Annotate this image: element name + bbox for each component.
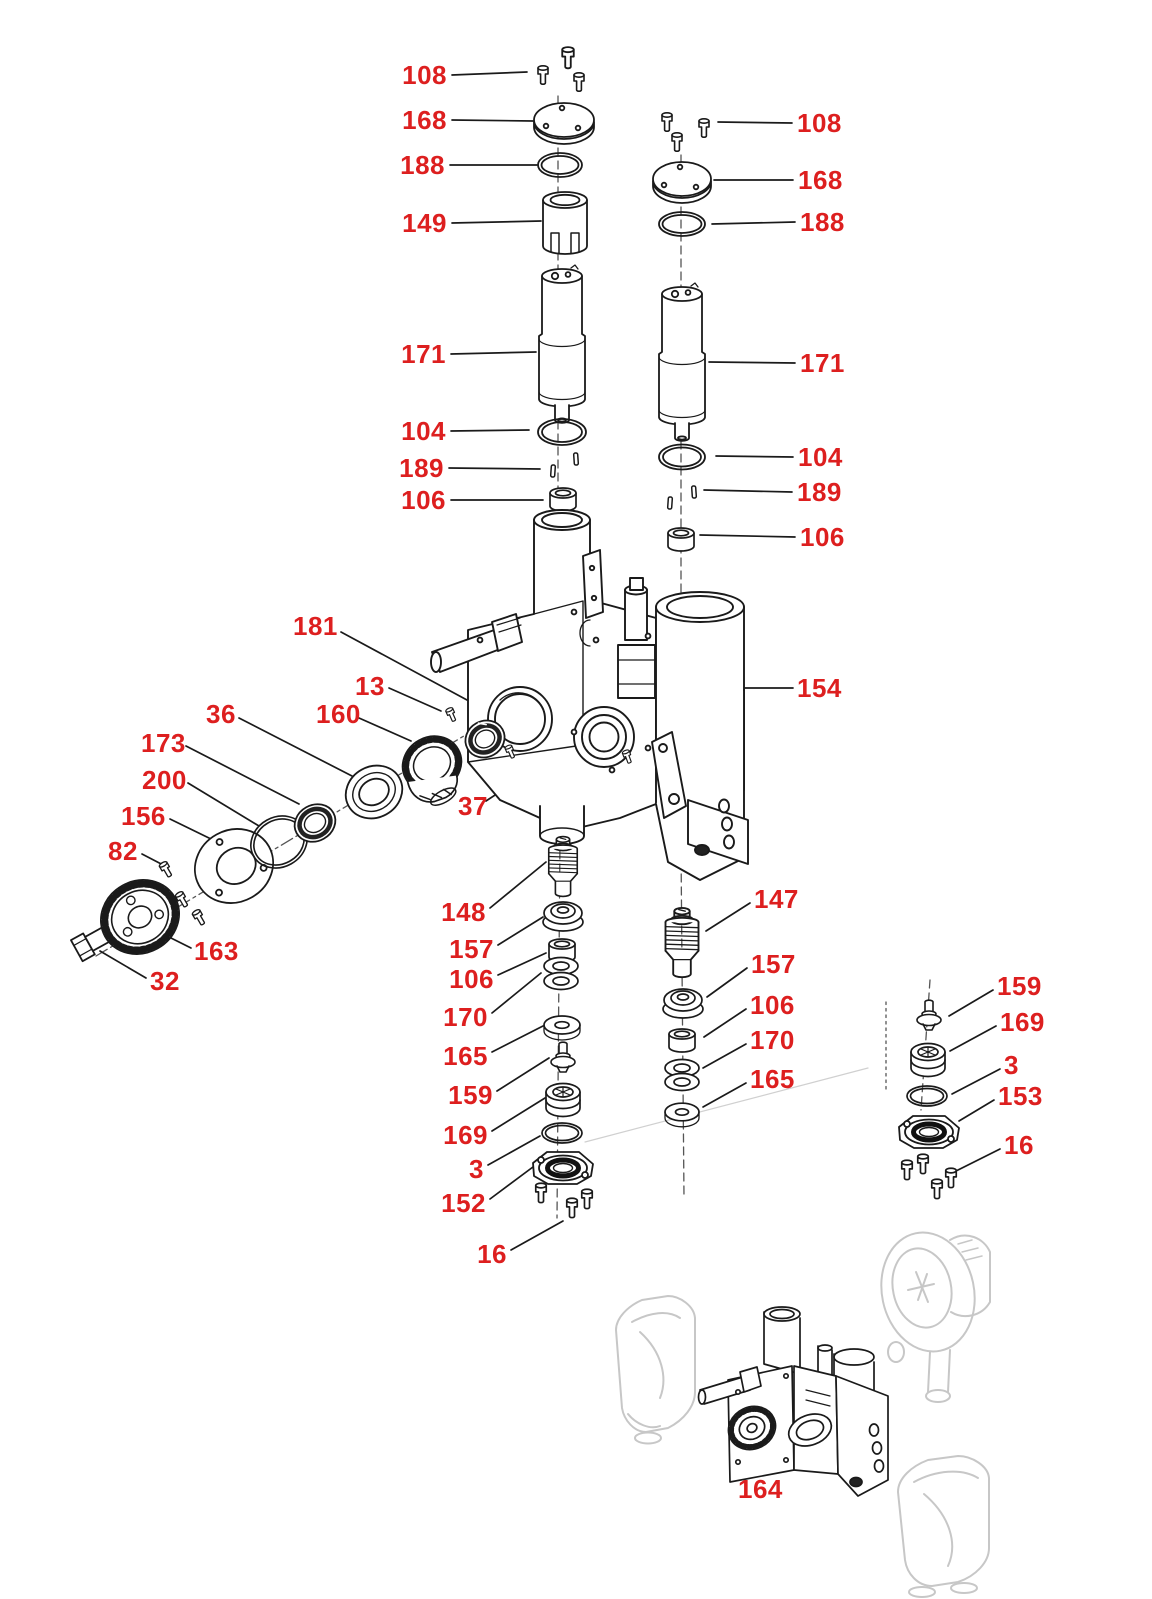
part-171-motor-right bbox=[659, 283, 705, 441]
part-165-washer-center bbox=[544, 1016, 580, 1040]
part-159-valve-far-right bbox=[917, 1000, 941, 1030]
callout-169-center: 169 bbox=[443, 1120, 488, 1150]
callout-106-center: 106 bbox=[449, 964, 494, 994]
part-36-bearing bbox=[336, 756, 411, 829]
callout-159-far-right: 159 bbox=[997, 971, 1042, 1001]
callout-165-right: 165 bbox=[750, 1064, 795, 1094]
part-189-pin bbox=[692, 486, 697, 498]
screw-icon bbox=[538, 66, 548, 84]
callout-170-right: 170 bbox=[750, 1025, 795, 1055]
screw-icon bbox=[699, 119, 709, 137]
ghost-bracket-right bbox=[898, 1456, 989, 1597]
callout-104-left: 104 bbox=[401, 416, 446, 446]
part-82-screw bbox=[192, 909, 207, 927]
callout-148: 148 bbox=[441, 897, 486, 927]
screw-icon bbox=[562, 47, 574, 68]
callout-170-center: 170 bbox=[443, 1002, 488, 1032]
callout-3-center: 3 bbox=[469, 1154, 484, 1184]
part-16-screw bbox=[582, 1189, 593, 1208]
callout-181: 181 bbox=[293, 611, 338, 641]
right-valve-stack bbox=[663, 908, 703, 1127]
part-189-pin bbox=[574, 453, 579, 465]
callout-164: 164 bbox=[738, 1474, 783, 1504]
screw-icon bbox=[662, 113, 672, 131]
part-157-cap-right bbox=[663, 989, 703, 1018]
callout-200: 200 bbox=[142, 765, 187, 795]
callout-149: 149 bbox=[402, 208, 447, 238]
callout-154: 154 bbox=[797, 673, 842, 703]
callout-160: 160 bbox=[316, 699, 361, 729]
part-16-screw bbox=[918, 1154, 929, 1173]
callout-171-left: 171 bbox=[401, 339, 446, 369]
part-104-oring-left bbox=[538, 419, 586, 445]
part-154-crankcase bbox=[431, 510, 748, 880]
callout-37: 37 bbox=[458, 791, 488, 821]
ghost-bracket-left bbox=[616, 1296, 695, 1444]
callout-168-top-right: 168 bbox=[798, 165, 843, 195]
part-164-assembled-pump bbox=[699, 1307, 889, 1496]
callout-169-far-right: 169 bbox=[1000, 1007, 1045, 1037]
screw-icon bbox=[574, 73, 584, 91]
part-106-bushing-left bbox=[550, 488, 576, 511]
callout-157-center: 157 bbox=[449, 934, 494, 964]
callout-163: 163 bbox=[194, 936, 239, 966]
part-168-cap-left bbox=[534, 103, 594, 144]
callout-16-center: 16 bbox=[477, 1239, 507, 1269]
part-106-bushing-right bbox=[668, 528, 694, 551]
callout-36: 36 bbox=[206, 699, 236, 729]
callout-104-right: 104 bbox=[798, 442, 843, 472]
callout-153: 153 bbox=[998, 1081, 1043, 1111]
part-165-washer-right bbox=[665, 1103, 699, 1127]
right-plunger-explosion bbox=[653, 113, 711, 551]
part-173-seal bbox=[288, 797, 342, 849]
callout-165-center: 165 bbox=[443, 1041, 488, 1071]
part-106-bushing-right-stack bbox=[669, 1029, 695, 1052]
part-170-washer bbox=[665, 1074, 699, 1091]
part-16-screw bbox=[536, 1183, 547, 1202]
part-171-motor-left bbox=[539, 265, 585, 423]
part-156-flange bbox=[182, 815, 287, 917]
ghost-gauge-head bbox=[871, 1224, 990, 1402]
far-right-stack bbox=[899, 1000, 959, 1198]
callout-3-far-right: 3 bbox=[1004, 1050, 1019, 1080]
part-188-oring-left bbox=[538, 153, 582, 177]
callout-106-right: 106 bbox=[800, 522, 845, 552]
part-169-gland-center bbox=[546, 1084, 580, 1117]
part-170-washer bbox=[544, 973, 578, 990]
part-159-valve-center bbox=[551, 1042, 575, 1072]
callout-159-center: 159 bbox=[448, 1080, 493, 1110]
part-152-flange bbox=[533, 1152, 593, 1184]
callout-13: 13 bbox=[355, 671, 385, 701]
part-189-pin bbox=[551, 465, 556, 477]
left-plunger-explosion bbox=[534, 47, 594, 511]
callout-188-top-left: 188 bbox=[400, 150, 445, 180]
callout-108-top-left: 108 bbox=[402, 60, 447, 90]
callout-106-right-stack: 106 bbox=[750, 990, 795, 1020]
part-189-pin bbox=[668, 497, 673, 509]
callout-173: 173 bbox=[141, 728, 186, 758]
part-3-oring-center bbox=[542, 1123, 582, 1143]
callout-32: 32 bbox=[150, 966, 180, 996]
callout-171-right: 171 bbox=[800, 348, 845, 378]
screw-icon bbox=[672, 133, 682, 151]
part-16-screw bbox=[902, 1160, 913, 1179]
callout-156: 156 bbox=[121, 801, 166, 831]
part-16-screw bbox=[932, 1179, 943, 1198]
callout-106-left: 106 bbox=[401, 485, 446, 515]
callout-189-right: 189 bbox=[797, 477, 842, 507]
callout-147: 147 bbox=[754, 884, 799, 914]
callout-108-top-right: 108 bbox=[797, 108, 842, 138]
callout-82: 82 bbox=[108, 836, 138, 866]
part-82-screw bbox=[159, 861, 174, 879]
part-13-screw bbox=[445, 707, 457, 723]
part-16-screw bbox=[567, 1198, 578, 1217]
part-169-gland-far-right bbox=[911, 1044, 945, 1077]
callout-188-top-right: 188 bbox=[800, 207, 845, 237]
callout-168-top-left: 168 bbox=[402, 105, 447, 135]
part-3-oring-far-right bbox=[907, 1086, 947, 1106]
part-16-screw bbox=[946, 1168, 957, 1187]
callout-157-right: 157 bbox=[751, 949, 796, 979]
part-148-valve bbox=[549, 837, 578, 897]
center-bore bbox=[574, 707, 634, 767]
callout-152: 152 bbox=[441, 1188, 486, 1218]
callout-16-right: 16 bbox=[1004, 1130, 1034, 1160]
part-168-cap-right bbox=[653, 162, 711, 203]
part-188-oring-right bbox=[659, 212, 705, 236]
part-104-oring-right bbox=[659, 445, 705, 470]
part-153-flange bbox=[899, 1116, 959, 1148]
part-149-sleeve bbox=[543, 192, 587, 254]
part-157-cap-center bbox=[543, 902, 583, 931]
callout-189-left: 189 bbox=[399, 453, 444, 483]
